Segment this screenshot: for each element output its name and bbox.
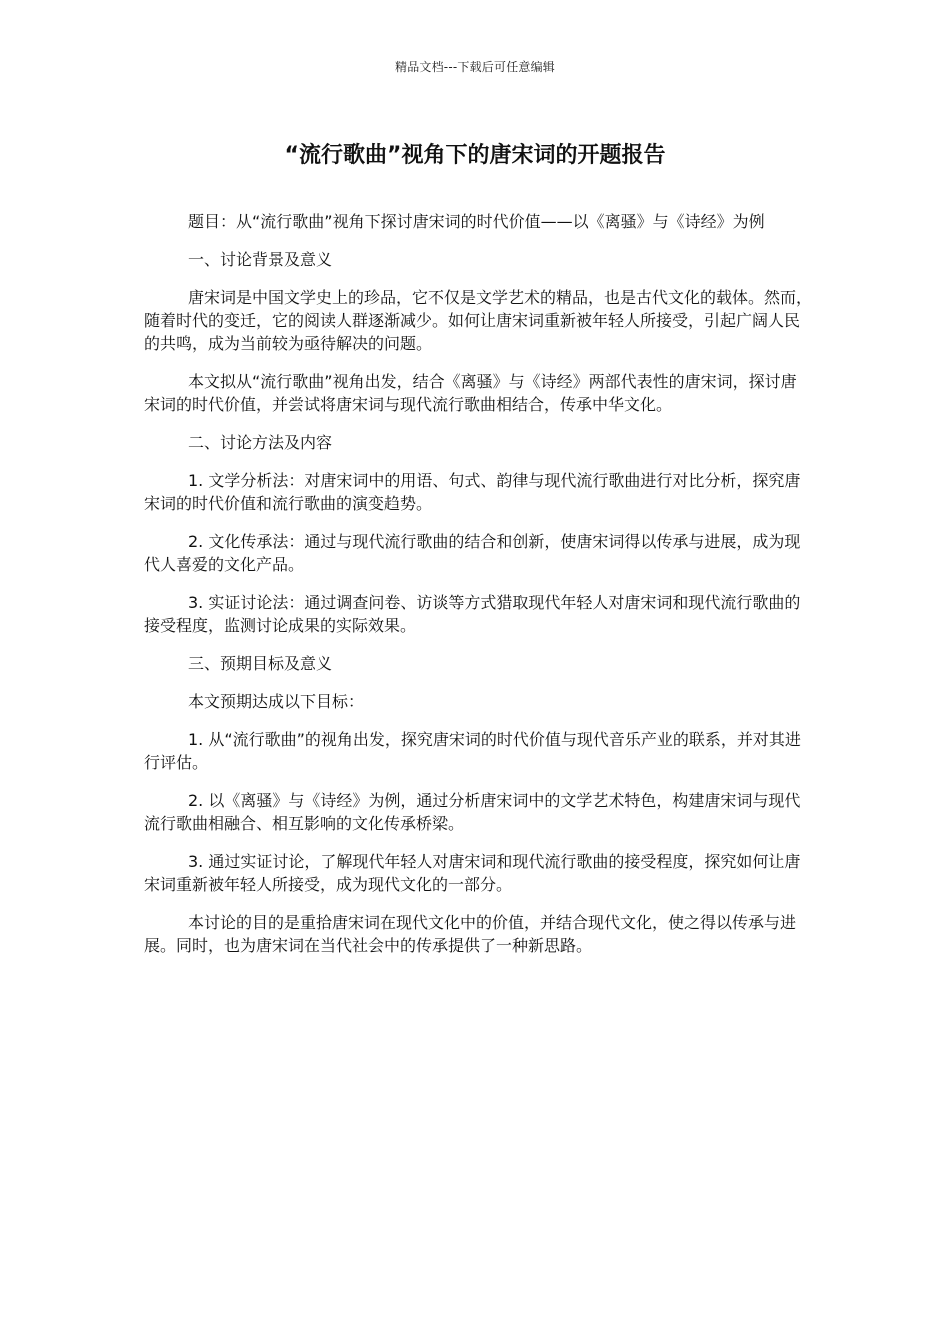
- background-paragraph: 唐宋词是中国文学史上的珍品，它不仅是文学艺术的精品，也是古代文化的载体。然而，随着时代的变迁，它的阅读人群逐渐减少。如何让唐宋词重新被年轻人所接受，引起广阔人民的共鸣，成为当前较为亟待解决的问题。: [144, 288, 813, 353]
- section-heading-goals: 三、预期目标及意义: [188, 654, 333, 673]
- section-heading-methods: 二、讨论方法及内容: [188, 433, 333, 452]
- document-title: “流行歌曲”视角下的唐宋词的开题报告: [284, 143, 666, 168]
- section-heading-background: 一、讨论背景及意义: [188, 250, 333, 269]
- method-item-2: 2. 文化传承法：通过与现代流行歌曲的结合和创新，使唐宋词得以传承与进展，成为现代人喜爱的文化产品。: [144, 532, 801, 574]
- goal-item-1: 1. 从“流行歌曲”的视角出发，探究唐宋词的时代价值与现代音乐产业的联系，并对其进行评估。: [144, 730, 801, 772]
- approach-paragraph: 本文拟从“流行歌曲”视角出发，结合《离骚》与《诗经》两部代表性的唐宋词，探讨唐宋词的时代价值，并尝试将唐宋词与现代流行歌曲相结合，传承中华文化。: [144, 372, 797, 414]
- goal-item-3: 3. 通过实证讨论，了解现代年轻人对唐宋词和现代流行歌曲的接受程度，探究如何让唐宋词重新被年轻人所接受，成为现代文化的一部分。: [144, 852, 801, 894]
- topic-paragraph: 题目：从“流行歌曲”视角下探讨唐宋词的时代价值——以《离骚》与《诗经》为例: [188, 212, 765, 231]
- goals-intro: 本文预期达成以下目标：: [188, 692, 365, 711]
- document-body: [144, 210, 812, 972]
- header-note: 精品文档---下载后可任意编辑: [395, 60, 555, 74]
- method-item-1: 1. 文学分析法：对唐宋词中的用语、句式、韵律与现代流行歌曲进行对比分析，探究唐宋词的时代价值和流行歌曲的演变趋势。: [144, 471, 801, 513]
- goal-item-2: 2. 以《离骚》与《诗经》为例，通过分析唐宋词中的文学艺术特色，构建唐宋词与现代流行歌曲相融合、相互影响的文化传承桥梁。: [144, 791, 801, 833]
- method-item-3: 3. 实证讨论法：通过调查问卷、访谈等方式猎取现代年轻人对唐宋词和现代流行歌曲的接受程度，监测讨论成果的实际效果。: [144, 593, 801, 635]
- conclusion-paragraph: 本讨论的目的是重拾唐宋词在现代文化中的价值，并结合现代文化，使之得以传承与进展。同时，也为唐宋词在当代社会中的传承提供了一种新思路。: [144, 913, 797, 955]
